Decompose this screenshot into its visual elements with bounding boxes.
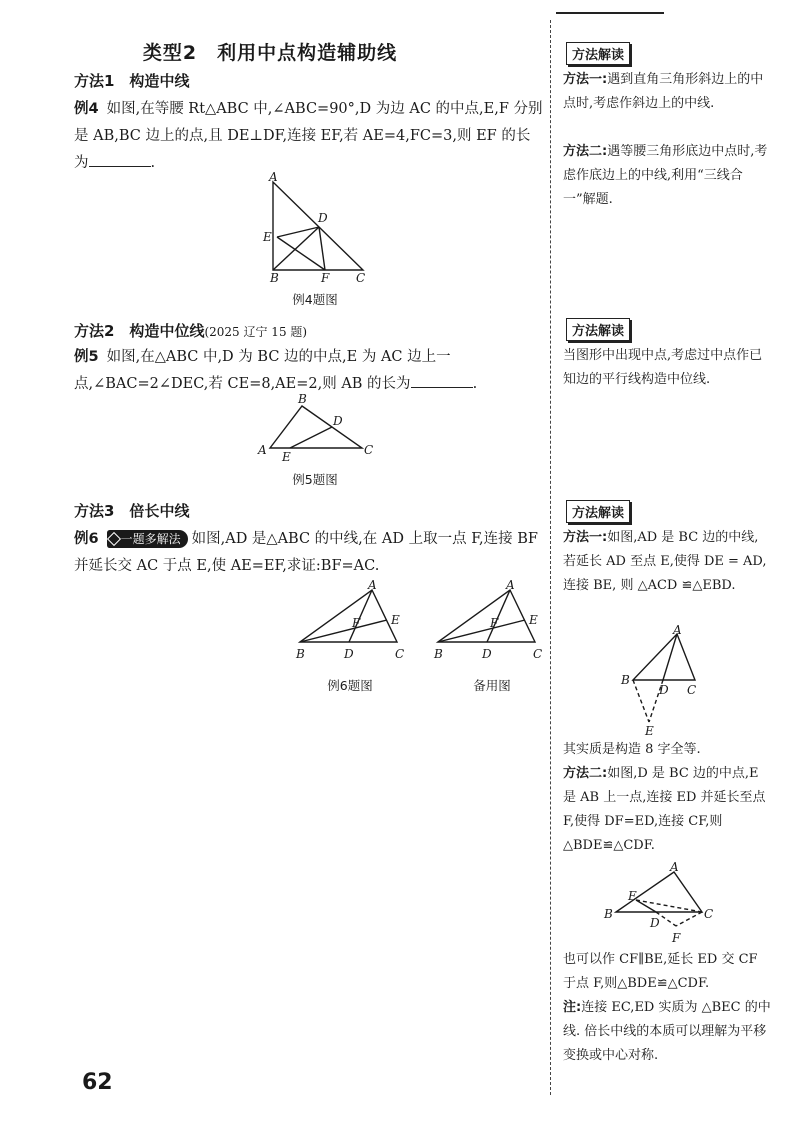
triangle-abc	[438, 590, 535, 642]
svg-text:C: C	[687, 683, 697, 697]
label-a: A	[269, 170, 278, 184]
triangle-abc	[633, 634, 695, 680]
example5-caption: 例5题图	[292, 472, 338, 487]
svg-text:C: C	[704, 907, 714, 921]
label-b: B	[270, 271, 279, 285]
svg-text:B: B	[621, 673, 630, 687]
segment-df	[319, 227, 325, 270]
segment-be	[300, 620, 387, 642]
side-note-8: 注:连接 EC,ED 实质为 △BEC 的中线. 倍长中线的本质可以理解为平移变换或中心对称.	[563, 1000, 771, 1063]
side-note-6: 方法二:如图,D 是 BC 边的中点,E 是 AB 上一点,连接 ED 并延长至点 F,使得 DF=ED,连接 CF,则△BDE≌△CDF.	[563, 766, 766, 853]
method-note-badge-3: 方法解读	[566, 500, 630, 523]
svg-text:B: B	[434, 647, 443, 661]
svg-text:D: D	[650, 916, 660, 930]
label-c: C	[356, 271, 366, 285]
page-number: 62	[82, 1070, 113, 1095]
svg-text:A: A	[506, 580, 515, 592]
example6-figure	[292, 580, 412, 665]
svg-text:E: E	[391, 613, 400, 627]
svg-text:F: F	[490, 616, 499, 630]
example6-caption: 例6题图	[327, 678, 373, 693]
method-note-badge-2: 方法解读	[566, 318, 630, 341]
svg-text:B: B	[296, 647, 305, 661]
backup-caption: 备用图	[473, 678, 511, 693]
side-figure-1	[615, 622, 705, 737]
page-title: 类型2 利用中点构造辅助线	[142, 42, 398, 64]
svg-text:A: A	[670, 860, 679, 874]
side-note-3: 当图形中出现中点,考虑过中点作已知边的平行线构造中位线.	[563, 348, 763, 387]
example4-figure	[255, 170, 385, 290]
svg-text:D: D	[344, 647, 354, 661]
method3-heading: 方法3 倍长中线	[74, 502, 190, 520]
label-d: D	[318, 211, 328, 225]
segment-ef	[277, 237, 325, 270]
label-e: E	[263, 230, 272, 244]
side-note-4: 方法一:如图,AD 是 BC 边的中线,若延长 AD 至点 E,使得 DE = AD, 连接 BE, 则 △ACD ≌△EBD.	[563, 530, 767, 593]
answer-blank-5[interactable]	[411, 373, 473, 388]
column-divider	[550, 20, 551, 1095]
example6-tag: 例6	[74, 531, 99, 547]
segment-cf	[676, 912, 702, 926]
example4-body: 如图,在等腰 Rt△ABC 中,∠ABC=90°,D 为边 AC 的中点,E,F 分别是 AB,BC 边上的点,且 DE⊥DF,连接 EF,若 AE=4,FC=3,则 EF 的长为	[74, 101, 543, 171]
svg-text:D: D	[333, 414, 343, 428]
segment-bd	[273, 227, 319, 270]
side-note-1: 方法一:遇到直角三角形斜边上的中点时,考虑作斜边上的中线.	[563, 72, 764, 111]
example4-caption: 例4题图	[292, 292, 338, 307]
svg-text:C: C	[533, 647, 543, 661]
example4-tag: 例4	[74, 101, 99, 117]
svg-text:C: C	[364, 443, 374, 457]
example6-body: 如图,AD 是△ABC 的中线,在 AD 上取一点 F,连接 BF 并延长交 AC 于点 E,使 AE=EF,求证:BF=AC.	[74, 531, 538, 574]
answer-blank-4[interactable]	[89, 152, 151, 167]
svg-text:A: A	[673, 623, 682, 637]
side-note-7: 也可以作 CF∥BE,延长 ED 交 CF 于点 F,则△BDE≌△CDF.	[563, 952, 758, 991]
svg-text:F: F	[352, 616, 361, 630]
triangle-abc	[300, 590, 397, 642]
svg-text:D: D	[482, 647, 492, 661]
svg-text:E: E	[282, 450, 291, 464]
label-f: F	[321, 271, 330, 285]
triangle-abc	[270, 406, 362, 448]
segment-be	[633, 680, 649, 722]
svg-text:E: E	[645, 724, 654, 737]
example5-tag: 例5	[74, 349, 99, 365]
svg-text:C: C	[395, 647, 405, 661]
svg-text:E: E	[529, 613, 538, 627]
backup-figure	[430, 580, 550, 665]
multi-solution-badge: 一题多解法	[107, 530, 188, 548]
svg-text:E: E	[628, 889, 637, 903]
method-note-badge-1: 方法解读	[566, 42, 630, 65]
example5-text: 例5 如图,在△ABC 中,D 为 BC 边的中点,E 为 AC 边上一点,∠BAC=2∠DEC,若 CE=8,AE=2,则 AB 的长为 .	[74, 349, 478, 392]
svg-text:A: A	[368, 580, 377, 592]
example6-text	[74, 526, 544, 580]
svg-text:B: B	[298, 392, 307, 406]
side-note-5: 其实质是构造 8 字全等.	[563, 742, 701, 757]
svg-text:D: D	[659, 683, 669, 697]
top-rule	[556, 12, 664, 14]
method2-source: (2025 辽宁 15 题)	[204, 325, 308, 339]
segment-be	[438, 620, 525, 642]
side-figure-2	[600, 858, 720, 948]
example5-body: 如图,在△ABC 中,D 为 BC 边的中点,E 为 AC 边上一点,∠BAC=2∠DEC,若 CE=8,AE=2,则 AB 的长为	[74, 349, 451, 392]
svg-text:A: A	[258, 443, 267, 457]
svg-text:B: B	[604, 907, 613, 921]
method2-heading: 方法2 构造中位线(2025 辽宁 15 题)	[74, 322, 308, 340]
method1-heading: 方法1 构造中线	[74, 72, 190, 90]
svg-text:F: F	[672, 931, 681, 945]
side-note-2: 方法二:遇等腰三角形底边中点时,考虑作底边上的中线,利用“三线合一”解题.	[563, 144, 768, 207]
segment-de	[290, 427, 332, 448]
example5-figure	[250, 392, 390, 464]
example4-text: 例4 如图,在等腰 Rt△ABC 中,∠ABC=90°,D 为边 AC 的中点,E,F 分别是 AB,BC 边上的点,且 DE⊥DF,连接 EF,若 AE=4,FC=3,则 EF 的长为 .	[74, 101, 543, 171]
